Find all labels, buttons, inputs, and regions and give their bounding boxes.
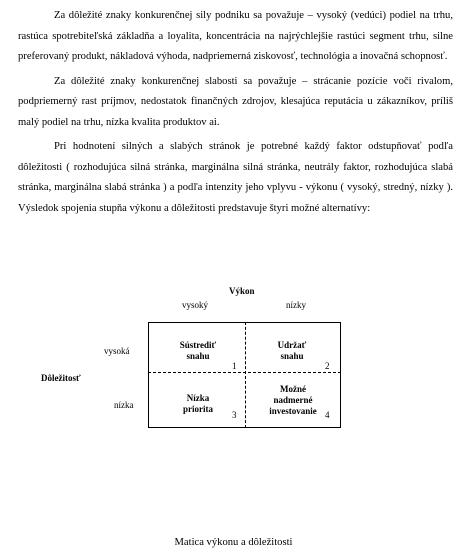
quadrant-4-line-1: Možné: [280, 384, 306, 394]
column-label-high: vysoký: [182, 300, 209, 310]
quadrant-4-number: 4: [325, 410, 330, 420]
axis-title-importance: Dôležitosť: [41, 373, 81, 383]
paragraph-strengths: Za dôležité znaky konkurenčnej sily podniku sa považuje – vysoký (vedúci) podiel na trhu, rastúca spotrebiteľská základňa a loyalita, koncentrácia na najrýchlejšie rastúci segment trhu, silne preferovaný produkt, nákladová výhoda, nadpriemerná ziskovosť, technológia a inovačná schopnosť.: [18, 10, 453, 62]
quadrant-2-number: 2: [325, 361, 330, 371]
quadrant-2-line-2: snahu: [280, 351, 304, 361]
quadrant-4-label: [250, 384, 336, 417]
figure-caption: Matica výkonu a dôležitosti: [174, 537, 293, 548]
quadrant-3-label: [158, 393, 238, 415]
quadrant-1-number: 1: [232, 361, 237, 371]
quadrant-4-line-2: nadmerné: [273, 395, 313, 405]
quadrant-4-line-3: investovanie: [269, 406, 317, 416]
column-label-low: nízky: [286, 300, 306, 310]
paragraph-weaknesses: Za dôležité znaky konkurenčnej slabosti sa považuje – strácanie pozície voči rivalom, podpriemerný rast príjmov, nedostatok finančných zdrojov, klesajúca reputácia u zákazníkov, príliš malý podiel na trhu, nízka kvalita produktov ai.: [18, 75, 453, 128]
quadrant-1-label: [158, 340, 238, 362]
row-label-low: nízka: [114, 400, 134, 410]
quadrant-2-label: [252, 340, 332, 362]
matrix-horizontal-divider: [148, 372, 341, 373]
quadrant-1-line-2: snahu: [186, 351, 210, 361]
matrix-vertical-divider: [245, 322, 246, 428]
quadrant-2-line-1: Udržať: [277, 340, 307, 350]
quadrant-3-line-2: priorita: [183, 404, 213, 414]
quadrant-1-line-1: Sústrediť: [179, 340, 217, 350]
row-label-high: vysoká: [104, 346, 130, 356]
quadrant-3-line-1: Nízka: [186, 393, 210, 403]
quadrant-3-number: 3: [232, 410, 237, 420]
paragraph-evaluation: Pri hodnotení silných a slabých stránok je potrebné každý faktor odstupňovať podľa dôležitosti ( rozhodujúca silná stránka, marginálna silná stránka, neutrály faktor, rozhodujúca slabá stránka, marginálna slabá stránka ) a podľa intenzity jeho vplyvu - výkonu ( vysoký, stredný, nízky ). Výsledok spojenia stupňa výkonu a dôležitosti predstavuje štyri možné alternatívy:: [18, 141, 453, 214]
axis-title-performance: Výkon: [229, 286, 255, 296]
